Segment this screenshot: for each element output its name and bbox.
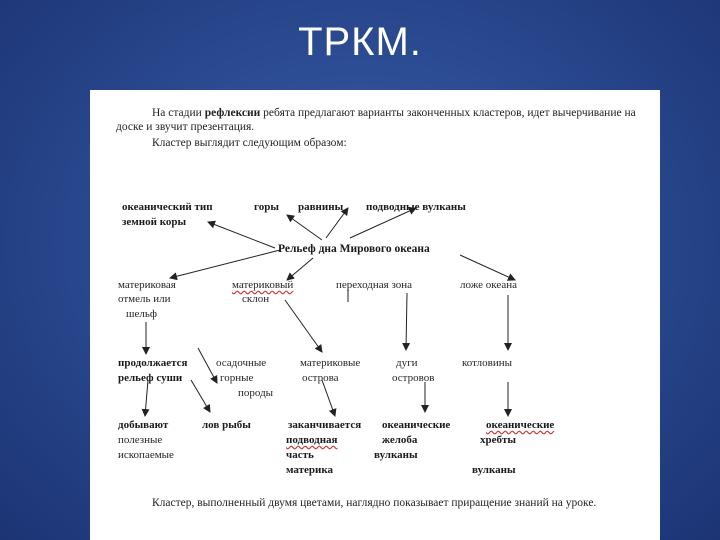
node-ocean-crust-type-2: земной коры — [122, 216, 187, 228]
arrow-to-fishing — [191, 380, 210, 412]
node-ocean-ridges-2: хребты — [480, 434, 516, 446]
node-mountains: горы — [254, 201, 279, 213]
arrow-to-mountains — [287, 215, 322, 240]
node-ridge-volcanoes: вулканы — [472, 464, 516, 476]
node-fishing: лов рыбы — [202, 419, 251, 431]
node-continental-islands: материковые — [300, 357, 361, 369]
arrow-to-ocean-floor — [460, 255, 515, 280]
node-continental-slope: материковый — [232, 279, 294, 291]
node-continental-islands-2: острова — [302, 372, 339, 384]
node-underwater-volcanoes: подводные вулканы — [366, 201, 466, 213]
node-continental-shelf-3: шельф — [126, 308, 157, 320]
node-plains: равнины — [298, 201, 344, 213]
node-sedimentary-rocks-2: горные — [220, 372, 254, 384]
node-underwater-part-4: материка — [286, 464, 334, 476]
node-mining: добывают — [118, 419, 169, 431]
node-underwater-part-2: подводная — [286, 434, 338, 446]
node-ocean-floor: ложе океана — [460, 279, 518, 291]
arrow-to-mountain-rocks — [198, 348, 217, 383]
node-continental-shelf: материковая — [118, 279, 176, 291]
node-island-arcs: дуги — [396, 357, 418, 369]
arrow-islands-to-ends — [322, 380, 335, 416]
node-island-arcs-2: островов — [392, 372, 435, 384]
node-ocean-trenches: океанические — [382, 419, 451, 431]
node-mining-3: ископаемые — [118, 449, 174, 461]
node-sedimentary-rocks-3: породы — [238, 387, 274, 399]
arrow-slope-to-islands — [285, 300, 322, 352]
intro-text-end: ребята предлагают варианты законченных кластеров, идет вычерчивание на доске и звучит презентация. — [116, 107, 636, 133]
intro-paragraph-2: Кластер выглядит следующим образом: — [152, 137, 347, 149]
node-mining-2: полезные — [118, 434, 163, 446]
node-land-relief: продолжается — [118, 357, 188, 369]
node-underwater-part: заканчивается — [288, 419, 362, 431]
intro-bold-word: рефлексии — [204, 107, 261, 119]
node-underwater-part-3: часть — [286, 449, 314, 461]
node-transition-zone: переходная зона — [336, 279, 412, 291]
cluster-arrows — [90, 90, 660, 540]
node-sedimentary-rocks: осадочные — [216, 357, 267, 369]
node-ocean-trenches-2: желоба — [382, 434, 418, 446]
node-ocean-ridges: океанические — [486, 419, 555, 431]
intro-text-start: На стадии — [152, 107, 205, 119]
node-basins: котловины — [462, 357, 513, 369]
node-ocean-crust-type: океанический тип — [122, 201, 213, 213]
node-trench-volcanoes: вулканы — [374, 449, 418, 461]
cluster-center: Рельеф дна Мирового океана — [278, 243, 430, 255]
footer-paragraph: Кластер, выполненный двумя цветами, наглядно показывает приращение знаний на уроке. — [152, 497, 597, 509]
node-land-relief-2: рельеф суши — [118, 372, 183, 384]
arrow-to-extract — [145, 380, 148, 416]
arrow-to-ocean-crust — [208, 222, 275, 248]
slide-title: ТРКМ. — [298, 20, 422, 64]
arrow-to-slope — [287, 258, 313, 280]
arrow-zone-to-arcs — [406, 293, 407, 350]
document-image — [90, 90, 660, 540]
arrow-to-shelf — [170, 250, 280, 278]
node-continental-shelf-2: отмель или — [118, 293, 171, 305]
node-continental-slope-2: склон — [242, 293, 270, 305]
